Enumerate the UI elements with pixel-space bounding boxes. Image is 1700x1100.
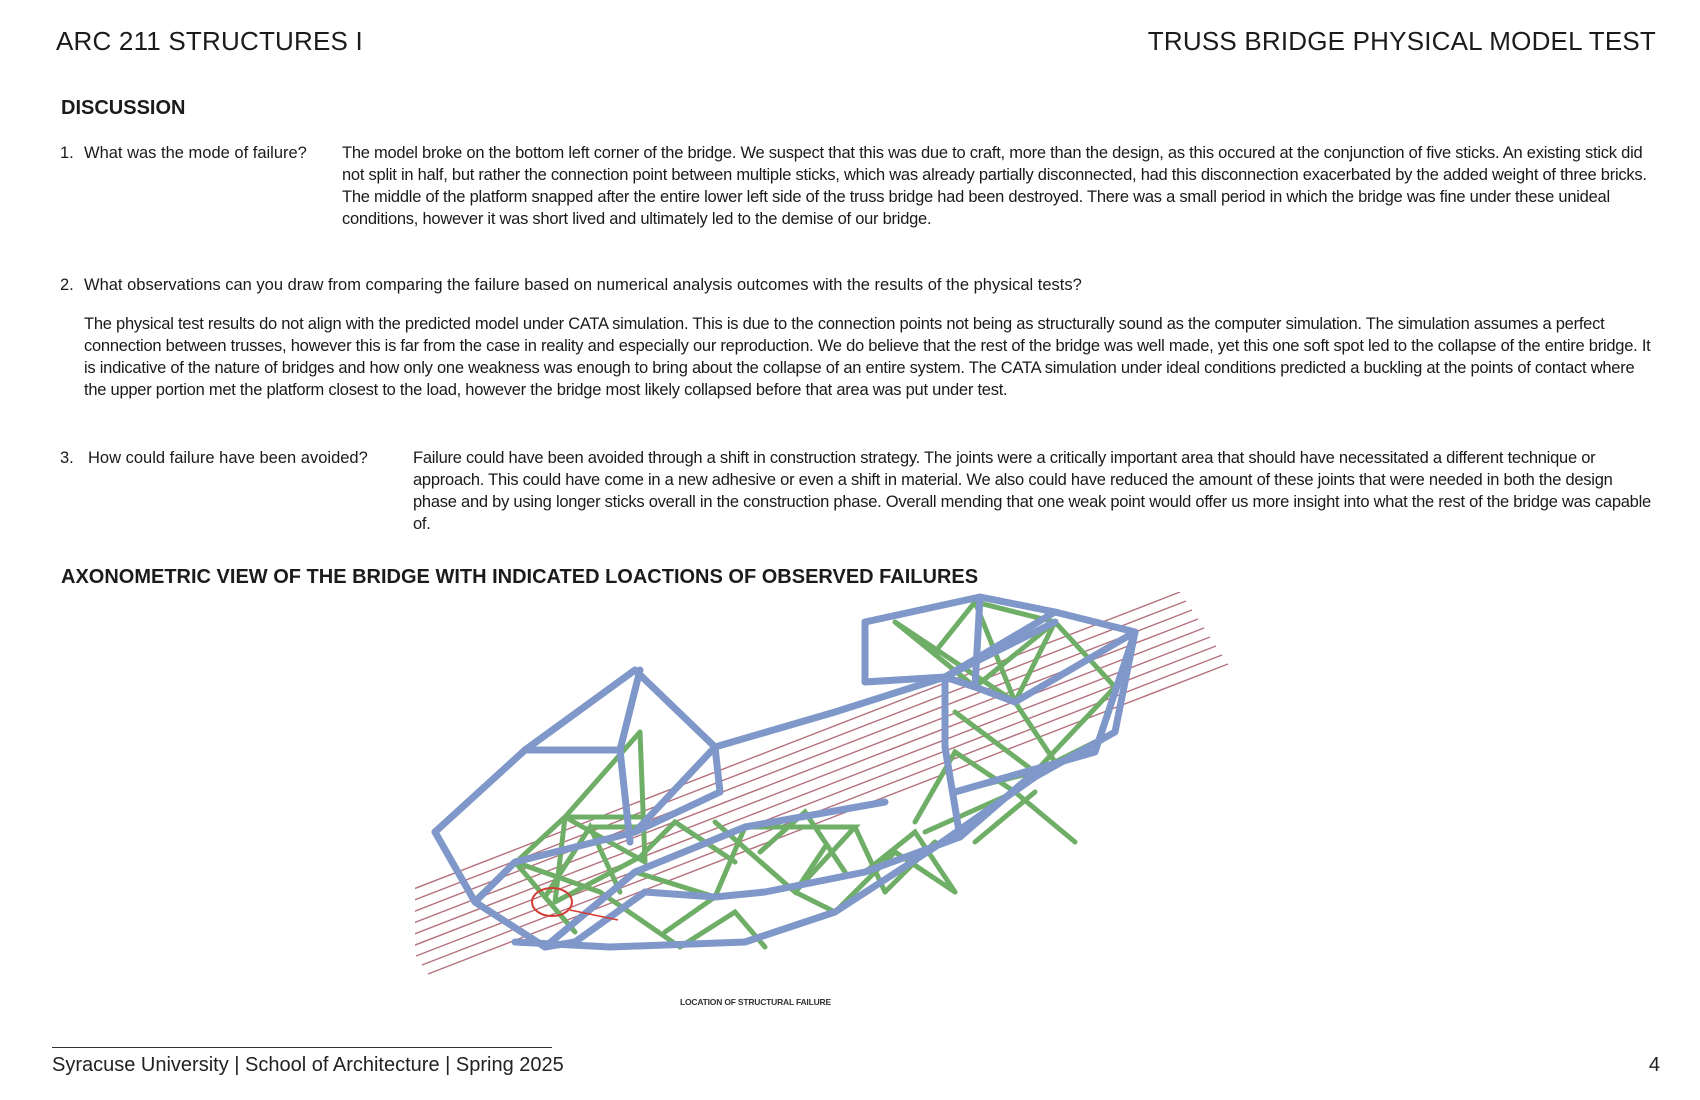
question-1-text: What was the mode of failure? (84, 144, 307, 162)
question-3-number: 3. (60, 449, 74, 467)
footer-text: Syracuse University | School of Architecture | Spring 2025 (52, 1054, 564, 1076)
question-3-text: How could failure have been avoided? (88, 449, 368, 467)
question-1-number: 1. (60, 144, 74, 162)
page-number: 4 (1648, 1054, 1660, 1076)
axonometric-heading: AXONOMETRIC VIEW OF THE BRIDGE WITH INDICATED LOACTIONS OF OBSERVED FAILURES (61, 566, 979, 588)
question-2-answer: The physical test results do not align with the predicted model under CATA simulation. This is due to the connection points not being as structurally sound as the computer simulation. The simulation assumes a perfect connection between trusses, however this is far from the case in reality and especially our reproduction. We do believe that the rest of the bridge was well made, yet this one soft spot led to the collapse of the entire bridge. It is indicative of the nature of bridges and how only one weakness was enough to bring about the collapse of an entire system. The CATA simulation under ideal conditions predicted a buckling at the points of contact where the upper portion met the platform closest to the load, however the bridge most likely collapsed before that area was put under test. (84, 315, 1651, 399)
project-title: TRUSS BRIDGE PHYSICAL MODEL TEST (1147, 26, 1656, 56)
question-2-number: 2. (60, 276, 74, 294)
deck-stringer (415, 610, 1192, 920)
failure-location-label: LOCATION OF STRUCTURAL FAILURE (680, 997, 831, 1007)
question-2-text: What observations can you draw from comparing the failure based on numerical analysis outcomes with the results of the physical tests? (84, 276, 1082, 294)
discussion-heading: DISCUSSION (61, 97, 186, 119)
question-1-answer: The model broke on the bottom left corner of the bridge. We suspect that this was due to craft, more than the design, as this occured at the conjunction of five sticks. An existing stick did not split in half, but rather the connection point between multiple sticks, which was already partially disconnected, had this disconnection exacerbated by the added weight of three bricks. The middle of the platform snapped after the entire lower left side of the truss bridge had been destroyed. There was a small period in which the bridge was fine under these unideal conditions, however it was short lived and ultimately led to the demise of our bridge. (342, 144, 1647, 228)
bridge-axonometric-diagram (415, 592, 1295, 1012)
footer-rule (52, 1047, 552, 1048)
deck-stringer (415, 628, 1204, 938)
course-title: ARC 211 STRUCTURES I (56, 26, 363, 56)
question-3-answer: Failure could have been avoided through a shift in construction strategy. The joints were a critically important area that should have necessitated a different technique or approach. This could have come in a new adhesive or even a shift in material. We also could have reduced the amount of these joints that were needed in both the design phase and by using longer sticks overall in the construction phase. Overall mending that one weak point would offer us more insight into what the rest of the bridge was capable of. (413, 449, 1651, 533)
